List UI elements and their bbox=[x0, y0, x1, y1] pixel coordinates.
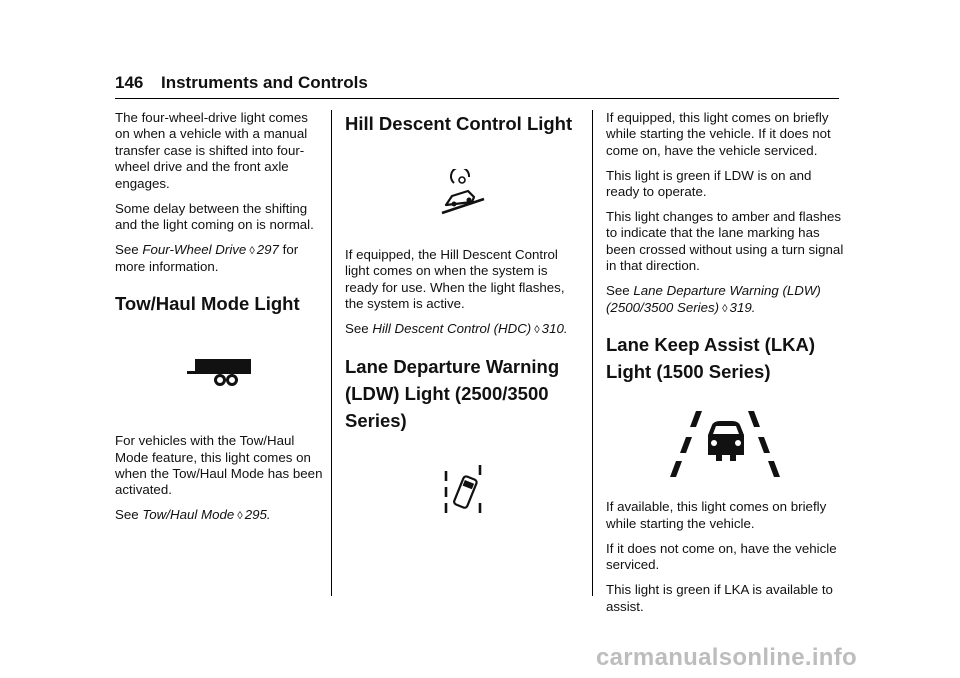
ldw-amber-paragraph: This light changes to amber and flashes to indicate that the lane marking has been crossed without using a turn signal in that direction. bbox=[606, 209, 844, 274]
tow-haul-link[interactable]: Tow/Haul Mode bbox=[142, 507, 235, 523]
see-label: See bbox=[115, 241, 139, 257]
column-1 bbox=[115, 110, 325, 533]
page-number: 146 bbox=[115, 73, 144, 92]
four-wheel-drive-link[interactable]: Four-Wheel Drive bbox=[142, 241, 247, 257]
ldw-startup-paragraph: If equipped, this light comes on briefly while starting the vehicle. If it does not come on, have the vehicle serviced. bbox=[606, 110, 831, 158]
lka-green-paragraph: This light is green if LKA is available to assist. bbox=[606, 582, 833, 614]
four-wheel-drive-paragraph: The four-wheel-drive light comes on when a vehicle with a manual transfer case is shifted into four-wheel drive and the front axle engages. bbox=[115, 110, 308, 191]
ldw-heading-line-1: Lane Departure Warning bbox=[345, 356, 560, 378]
page-ref-icon: ◊ bbox=[249, 244, 255, 257]
page-ref-icon: ◊ bbox=[534, 324, 540, 337]
ldw-heading-line-3: Series) bbox=[345, 410, 407, 432]
delay-paragraph: Some delay between the shifting and the light coming on is normal. bbox=[115, 200, 314, 232]
ldw-green-paragraph: This light is green if LDW is on and ready to operate. bbox=[606, 167, 812, 200]
page-header bbox=[115, 72, 839, 99]
page-ref-icon: ◊ bbox=[722, 302, 728, 315]
column-2 bbox=[345, 110, 580, 544]
ldw-link[interactable]: Lane Departure Warning (LDW) (2500/3500 Series) bbox=[606, 283, 821, 315]
lane-departure-icon bbox=[345, 434, 580, 544]
section-title: Instruments and Controls bbox=[161, 73, 368, 92]
lane-keep-assist-icon bbox=[606, 385, 844, 499]
see-label: See bbox=[345, 321, 369, 337]
hill-descent-icon bbox=[345, 137, 580, 247]
hdc-paragraph: If equipped, the Hill Descent Control light comes on when the system is ready for use. When the light flashes, the system is active. bbox=[345, 247, 565, 312]
see-label: See bbox=[115, 507, 139, 523]
tow-haul-heading: Tow/Haul Mode Light bbox=[115, 293, 300, 315]
see-four-wheel-drive bbox=[115, 242, 325, 276]
page-ref-number[interactable]: 319. bbox=[729, 299, 756, 315]
watermark: carmanualsonline.info bbox=[596, 644, 858, 671]
page-ref-number[interactable]: 310. bbox=[541, 321, 568, 337]
hdc-heading: Hill Descent Control Light bbox=[345, 113, 573, 134]
hdc-link[interactable]: Hill Descent Control (HDC) bbox=[372, 321, 532, 337]
lka-heading-line-2: Light (1500 Series) bbox=[606, 361, 771, 383]
column-divider bbox=[331, 110, 332, 596]
see-label: See bbox=[606, 283, 630, 299]
lka-service-paragraph: If it does not come on, have the vehicle serviced. bbox=[606, 540, 837, 573]
see-ldw bbox=[606, 283, 844, 317]
trailer-icon bbox=[115, 317, 325, 433]
lka-heading-line-1: Lane Keep Assist (LKA) bbox=[606, 334, 816, 356]
lka-startup-paragraph: If available, this light comes on briefly while starting the vehicle. bbox=[606, 499, 827, 531]
page-ref-number[interactable]: 297 bbox=[256, 241, 279, 257]
page-ref-icon: ◊ bbox=[237, 510, 243, 523]
column-divider bbox=[592, 110, 593, 596]
see-tow-haul bbox=[115, 507, 325, 524]
ldw-heading-line-2: (LDW) Light (2500/3500 bbox=[345, 383, 549, 405]
see-tail: for more information. bbox=[115, 241, 299, 275]
page-ref-number[interactable]: 295. bbox=[244, 507, 271, 523]
column-3 bbox=[606, 110, 844, 623]
tow-haul-paragraph: For vehicles with the Tow/Haul Mode feature, this light comes on when the Tow/Haul Mode has been activated. bbox=[115, 433, 323, 498]
see-hdc bbox=[345, 321, 580, 338]
